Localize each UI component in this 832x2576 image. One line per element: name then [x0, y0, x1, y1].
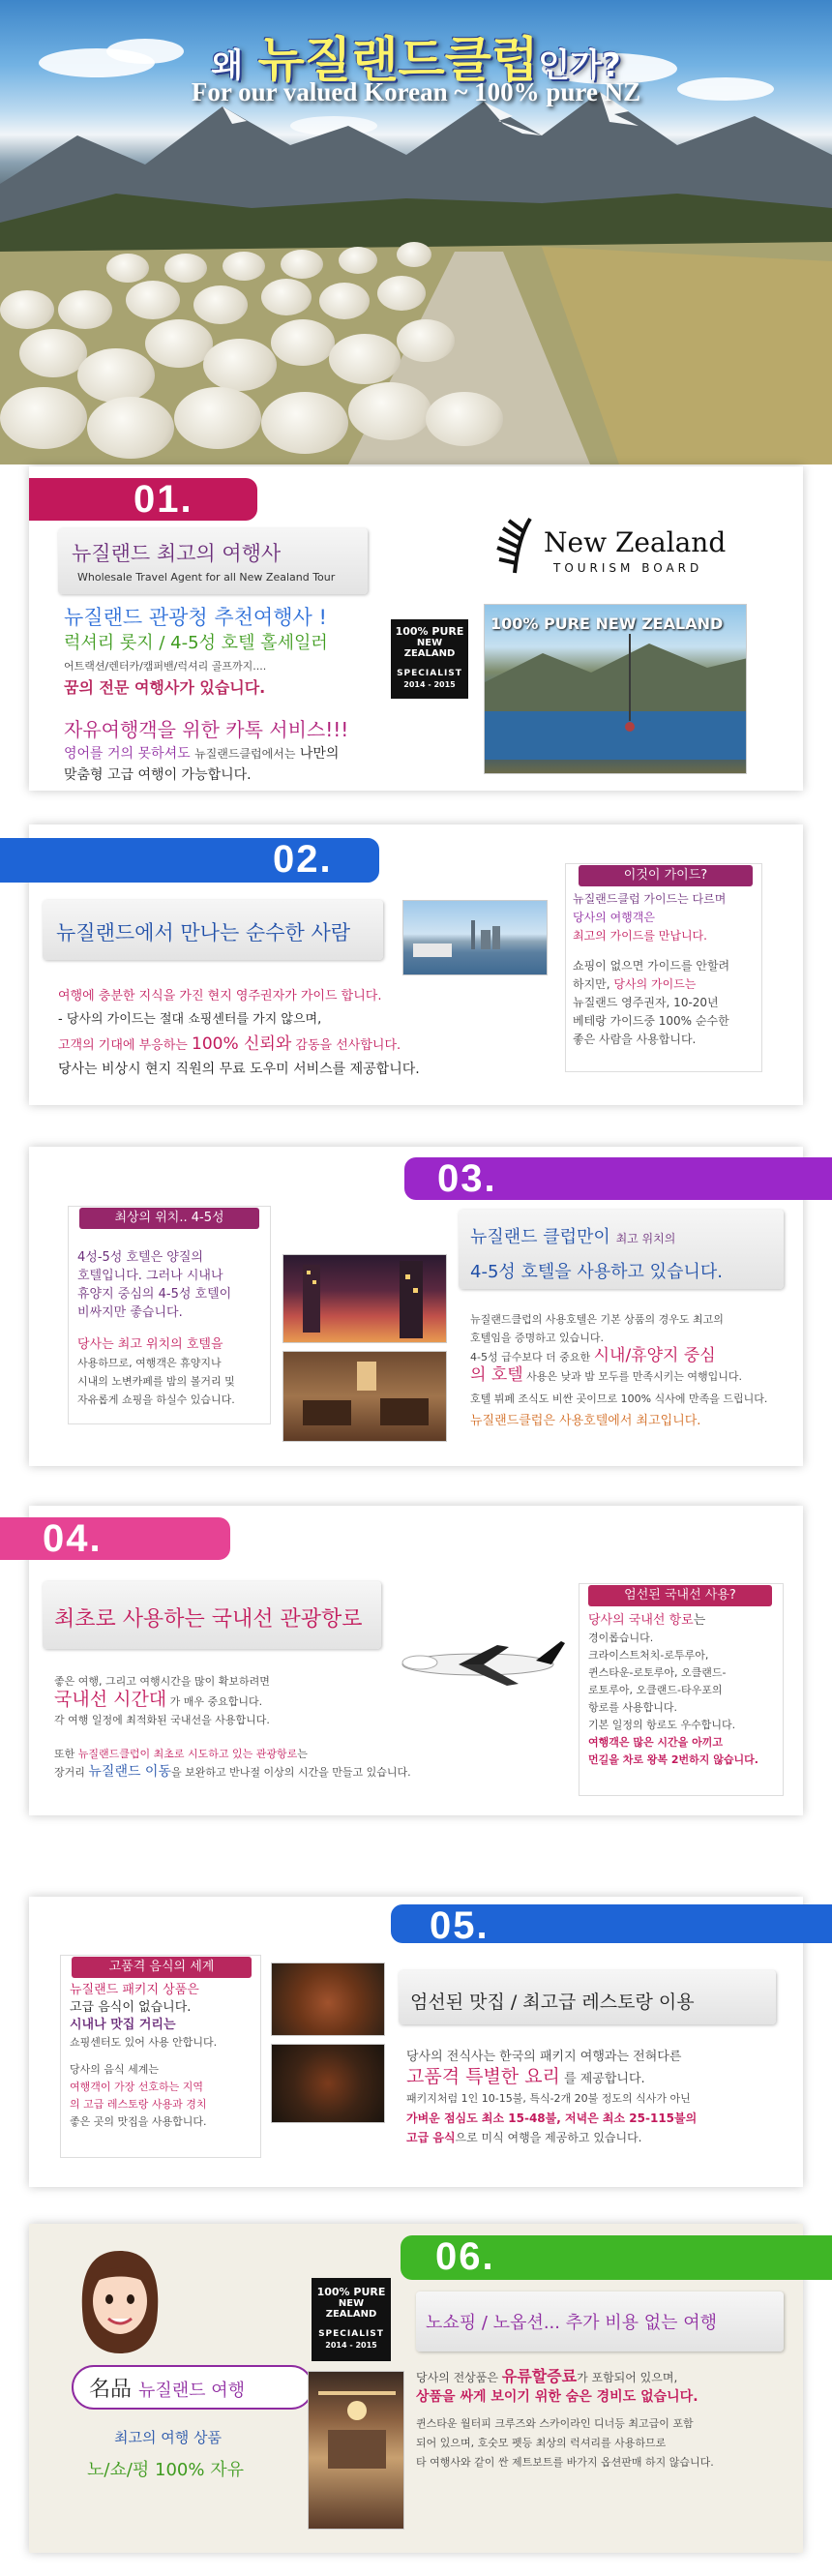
- section-01-line6a: 영어를 거의 못하셔도: [64, 746, 191, 762]
- section-02-heading: 뉴질랜드에서 만나는 순수한 사람: [56, 921, 351, 944]
- nz-poster: [484, 604, 747, 774]
- s3-p4b: 사용은 낮과 밤 모두를 만족시키는 여행입니다.: [526, 1370, 743, 1383]
- s3-p1: 뉴질랜드클럽의 사용호텔은 기본 상품의 경우도 최고의: [470, 1313, 724, 1326]
- s5-p5b: 으로 미식 여행을 제공하고 있습니다.: [455, 2131, 642, 2144]
- section-05-body: [406, 2048, 793, 2147]
- s3-h-b: 최고 위치의: [615, 1232, 676, 1245]
- s4-sd8: 여행객은 많은 시간을 아끼고: [588, 1736, 723, 1749]
- brand-hanja: 名品: [89, 2378, 133, 2402]
- s4-p4b: 뉴질랜드클럽이 최초로 시도하고 있는 관광항로: [77, 1748, 298, 1760]
- specialist-badge-2: [312, 2278, 391, 2361]
- s5-p2b: 를 제공합니다.: [564, 2072, 645, 2086]
- section-02-side-label: 이것이 가이드?: [579, 865, 753, 886]
- s6-p3: 퀸스타운 월터피 크루즈와 스카이라인 디너등 최고급이 포함: [416, 2417, 694, 2430]
- brand-name: 뉴질랜드 여행: [138, 2381, 246, 2401]
- poster-lake-art: [485, 605, 747, 774]
- s4-sd2: 경이롭습니다.: [588, 1632, 654, 1644]
- s5-p4: 가벼운 점심도 최소 15-48불, 저녁은 최소 25-115불의: [406, 2112, 698, 2125]
- s4-p2b: 가 매우 중요합니다.: [169, 1695, 263, 1708]
- section-06-number: 06.: [401, 2235, 832, 2280]
- harbour-skyline: [403, 901, 549, 976]
- hotel-night-photo: [282, 1254, 447, 1343]
- s3-h-c: 4-5성 호텔을 사용하고 있습니다.: [470, 1262, 723, 1282]
- s5-sl7: 의 고급 레스토랑 사용과 경치: [70, 2098, 207, 2111]
- section-05-side-text: [70, 1982, 259, 2131]
- s3-sl7: 시내의 노변카페를 밤의 볼거리 및: [77, 1375, 235, 1388]
- food-photo-2: [271, 2044, 385, 2123]
- s4-p2: [54, 1691, 422, 1711]
- section-01-heading-en: Wholesale Travel Agent for all New Zealand Tour: [77, 571, 336, 584]
- badge-line1: 100% PURE: [395, 625, 464, 638]
- section-03-side-text: [77, 1248, 271, 1409]
- hotel-night-art: [283, 1255, 448, 1344]
- specialist-badge: [391, 619, 468, 699]
- section-06-heading: 노쇼핑 / 노옵션... 추가 비용 없는 여행: [426, 2313, 717, 2333]
- s2-side-l7: 베테랑 가이드중 100% 순수한: [573, 1014, 729, 1028]
- s3-p4: [470, 1366, 799, 1386]
- section-05-side-label: 고품격 음식의 세계: [72, 1957, 252, 1978]
- harbour-photo: [402, 900, 548, 975]
- s3-sl5: 당사는 최고 위치의 호텔을: [77, 1337, 223, 1352]
- s5-p3: 패키지처럼 1인 10-15불, 특식-2개 20불 정도의 식사가 아닌: [406, 2092, 691, 2105]
- section-02-l3b: 100% 신뢰와: [192, 1034, 292, 1054]
- no-shopping-free: 노/쇼/펑 100% 자유: [87, 2460, 244, 2480]
- s5-p2a: 고품격 특별한 요리: [406, 2066, 560, 2087]
- section-03-number: 03.: [404, 1157, 832, 1200]
- cruise-art: [309, 2372, 405, 2531]
- s6-p1c: 가 포함되어 있으며,: [577, 2371, 678, 2384]
- section-01-line2: 럭셔리 롯지 / 4-5성 호텔 홀세일러: [64, 633, 328, 653]
- badge2-line2: NEW ZEALAND: [325, 2298, 377, 2320]
- board-name: New Zealand: [544, 526, 727, 558]
- s3-p5: 호텔 뷔페 조식도 비싼 곳이므로 100% 식사에 만족을 드립니다.: [470, 1393, 768, 1405]
- s5-p1: 당사의 전식사는 한국의 패키지 여행과는 전혀다른: [406, 2050, 682, 2064]
- s6-p1b: 유류할증료: [501, 2367, 578, 2385]
- fern-icon: [491, 515, 538, 575]
- s2-side-l4: 쇼핑이 없으면 가이드를 안할려: [573, 959, 730, 973]
- section-02-l1: 여행에 충분한 지식을 가진 현지 영주권자가 가이드 합니다.: [58, 989, 382, 1003]
- s2-side-l5a: 하지만,: [573, 977, 610, 991]
- s6-p2: 상품을 싸게 보이기 위한 숨은 경비도 없습니다.: [416, 2389, 698, 2405]
- s4-sd1a: 당사의 국내선: [588, 1613, 666, 1628]
- s4-sd1b: 항로: [669, 1613, 694, 1628]
- s2-side-l5b: 당사의 가이드는: [613, 977, 697, 991]
- s2-side-l5: [573, 975, 762, 994]
- s2-side-l1: 뉴질랜드클럽 가이드는 다르며: [573, 892, 727, 906]
- s5-p2: [406, 2067, 793, 2089]
- s2-side-l6: 뉴질랜드 영주권자, 10-20년: [573, 996, 719, 1009]
- s5-sl6: 여행객이 가장 선호하는 지역: [70, 2081, 204, 2093]
- section-05-number: 05.: [391, 1904, 832, 1943]
- s4-p4: [54, 1745, 422, 1763]
- section-02-l3a: 고객의 기대에 부응하는: [58, 1038, 188, 1053]
- s4-p2a: 국내선 시간대: [54, 1689, 167, 1710]
- hero-title-pre: 왜: [211, 46, 244, 85]
- food-photo-1: [271, 1962, 385, 2036]
- s4-sd5: 로토루아, 오클랜드-타우포의: [588, 1684, 723, 1696]
- s5-sl5: 당사의 음식 세계는: [70, 2063, 160, 2076]
- s6-p1a: 당사의 전상품은: [416, 2371, 498, 2384]
- s3-sl8: 자유롭게 쇼핑을 하실수 있습니다.: [77, 1393, 235, 1406]
- s6-p1: [416, 2367, 795, 2387]
- section-01-line4: 꿈의 전문 여행사가 있습니다.: [64, 678, 266, 697]
- section-01-line3: 어트랙션/렌터카/캠퍼밴/럭셔리 골프까지....: [64, 660, 267, 673]
- hero-banner: [0, 0, 832, 464]
- section-04-number: 04.: [0, 1517, 230, 1560]
- section-01-line1: 뉴질랜드 관광청 추천여행사 !: [64, 606, 327, 629]
- s3-p2: 호텔임을 증명하고 있습니다.: [470, 1332, 605, 1344]
- brand-text: [89, 2373, 245, 2403]
- s3-sl1: 4성-5성 호텔은 양질의: [77, 1250, 203, 1265]
- s4-sd1: [588, 1612, 782, 1630]
- s3-p3b: 시내/휴양지 중심: [593, 1346, 716, 1365]
- section-06-body: [416, 2367, 795, 2472]
- best-product: 최고의 여행 상품: [114, 2429, 222, 2446]
- s3-sl6: 사용하므로, 여행객은 휴양지나: [77, 1357, 222, 1369]
- section-01-line6: [64, 743, 339, 763]
- hero-title-main: 뉴질랜드클럽: [257, 32, 539, 88]
- section-03-side-label: 최상의 위치.. 4-5성: [79, 1208, 259, 1229]
- s5-sl2: 고급 음식이 없습니다.: [70, 2000, 192, 2015]
- section-02-l3: [58, 1030, 401, 1054]
- hero-title-post: 인가?: [538, 46, 621, 85]
- section-01-heading: 뉴질랜드 최고의 여행사: [72, 542, 282, 565]
- s4-p5b: 뉴질랜드 이동: [88, 1764, 171, 1780]
- s4-p1: 좋은 여행, 그리고 여행시간을 많이 확보하려면: [54, 1675, 270, 1688]
- hero-subtitle: For our valued Korean ~ 100% pure NZ: [191, 77, 641, 106]
- s6-p4: 되어 있으며, 호숫모 펫등 최상의 럭셔리를 사용하므로: [416, 2437, 667, 2449]
- s4-p5a: 장거리: [54, 1766, 85, 1779]
- s3-h-a: 뉴질랜드 클럽만이: [470, 1227, 610, 1247]
- s2-side-l3: 최고의 가이드를 만납니다.: [573, 929, 707, 943]
- s2-side-l8: 좋은 사람을 사용합니다.: [573, 1033, 697, 1046]
- section-03-heading: [470, 1223, 780, 1283]
- badge-line3: SPECIALIST: [397, 669, 462, 678]
- s3-sl2: 호텔입니다. 그러나 시내나: [77, 1269, 223, 1283]
- s5-sl1: 뉴질랜드 패키지 상품은: [70, 1983, 199, 1997]
- s5-p5: [406, 2128, 793, 2147]
- s4-sd4: 퀸스타운-로토루아, 오클랜드-: [588, 1666, 727, 1679]
- s4-sd7: 기본 일정의 항로도 우수합니다.: [588, 1719, 736, 1731]
- hotel-lounge-art: [283, 1352, 448, 1443]
- s4-sd6: 항로를 사용합니다.: [588, 1701, 678, 1714]
- section-04-side-label: 엄선된 국내선 사용?: [588, 1585, 772, 1606]
- s5-p5a: 고급 음식: [406, 2131, 456, 2144]
- s4-p3: 각 여행 일정에 최적화된 국내선을 사용합니다.: [54, 1714, 270, 1726]
- section-05-heading: 엄선된 맛집 / 최고급 레스토랑 이용: [410, 1992, 695, 2013]
- s5-sl8: 좋은 곳의 맛집을 사용합니다.: [70, 2115, 207, 2128]
- s3-p4a: 의 호텔: [470, 1365, 523, 1385]
- badge2-line3: SPECIALIST: [318, 2329, 384, 2339]
- board-sub: TOURISM BOARD: [553, 561, 703, 575]
- section-04-heading: 최초로 사용하는 국내선 관광항로: [54, 1607, 363, 1632]
- section-01-line5: 자유여행객을 위한 카톡 서비스!!!: [64, 718, 349, 741]
- s3-p3a: 4-5성 급수보다 더 중요한: [470, 1351, 591, 1363]
- section-01-line6c: 나만의: [299, 746, 340, 762]
- section-02-l4: 당사는 비상시 현지 직원의 무료 도우미 서비스를 제공합니다.: [58, 1062, 420, 1077]
- s5-sl3: 시내나 맛집 거리는: [70, 2018, 176, 2032]
- s2-side-l2: 당사의 여행객은: [573, 911, 655, 924]
- poster-text: 100% PURE NEW ZEALAND: [490, 614, 724, 633]
- s5-sl4: 쇼핑센터도 있어 사용 안합니다.: [70, 2036, 218, 2049]
- s3-p6: 뉴질랜드클럽은 사용호텔에서 최고입니다.: [470, 1414, 701, 1428]
- s3-p3: [470, 1347, 799, 1366]
- section-01-number: 01.: [29, 478, 257, 521]
- s4-sd9: 먼길을 차로 왕복 2번하지 않습니다.: [588, 1753, 758, 1766]
- badge-line2: NEW ZEALAND: [403, 638, 456, 659]
- badge2-line1: 100% PURE: [316, 2286, 386, 2298]
- s6-p5: 타 여행사와 같이 싼 제트보트를 바가지 옵션판매 하지 않습니다.: [416, 2456, 714, 2469]
- hotel-lounge-photo: [282, 1351, 447, 1442]
- s3-sl4: 비싸지만 좋습니다.: [77, 1305, 183, 1320]
- s4-p4a: 또한: [54, 1748, 75, 1760]
- section-02-l3c: 감동을 선사합니다.: [295, 1038, 401, 1053]
- guide-girl-illustration: [62, 2245, 178, 2361]
- section-01-line7: 맞춤형 고급 여행이 가능합니다.: [64, 767, 252, 783]
- badge2-line4: 2014 - 2015: [325, 2341, 377, 2350]
- section-04-side-text: [588, 1612, 782, 1769]
- section-03-body: [470, 1310, 799, 1430]
- badge-line4: 2014 - 2015: [403, 680, 456, 689]
- section-02-number: 02.: [0, 838, 379, 883]
- s4-sd3: 크라이스트처치-로투루아,: [588, 1649, 709, 1662]
- section-02-side-text: [573, 890, 762, 1049]
- s4-p4c: 는: [297, 1748, 308, 1760]
- s4-sd1c: 는: [693, 1613, 706, 1628]
- s3-sl3: 휴양지 중심의 4-5성 호텔이: [77, 1287, 232, 1302]
- section-04-body: [54, 1672, 422, 1782]
- section-01-line6b: 뉴질랜드클럽에서는: [194, 747, 296, 761]
- s4-p5c: 을 보완하고 반나절 이상의 시간을 만들고 있습니다.: [171, 1766, 411, 1779]
- section-02-l2: - 당사의 가이드는 절대 쇼핑센터를 가지 않으며,: [58, 1012, 322, 1027]
- s4-p5: [54, 1763, 422, 1782]
- cruise-photo: [308, 2371, 404, 2530]
